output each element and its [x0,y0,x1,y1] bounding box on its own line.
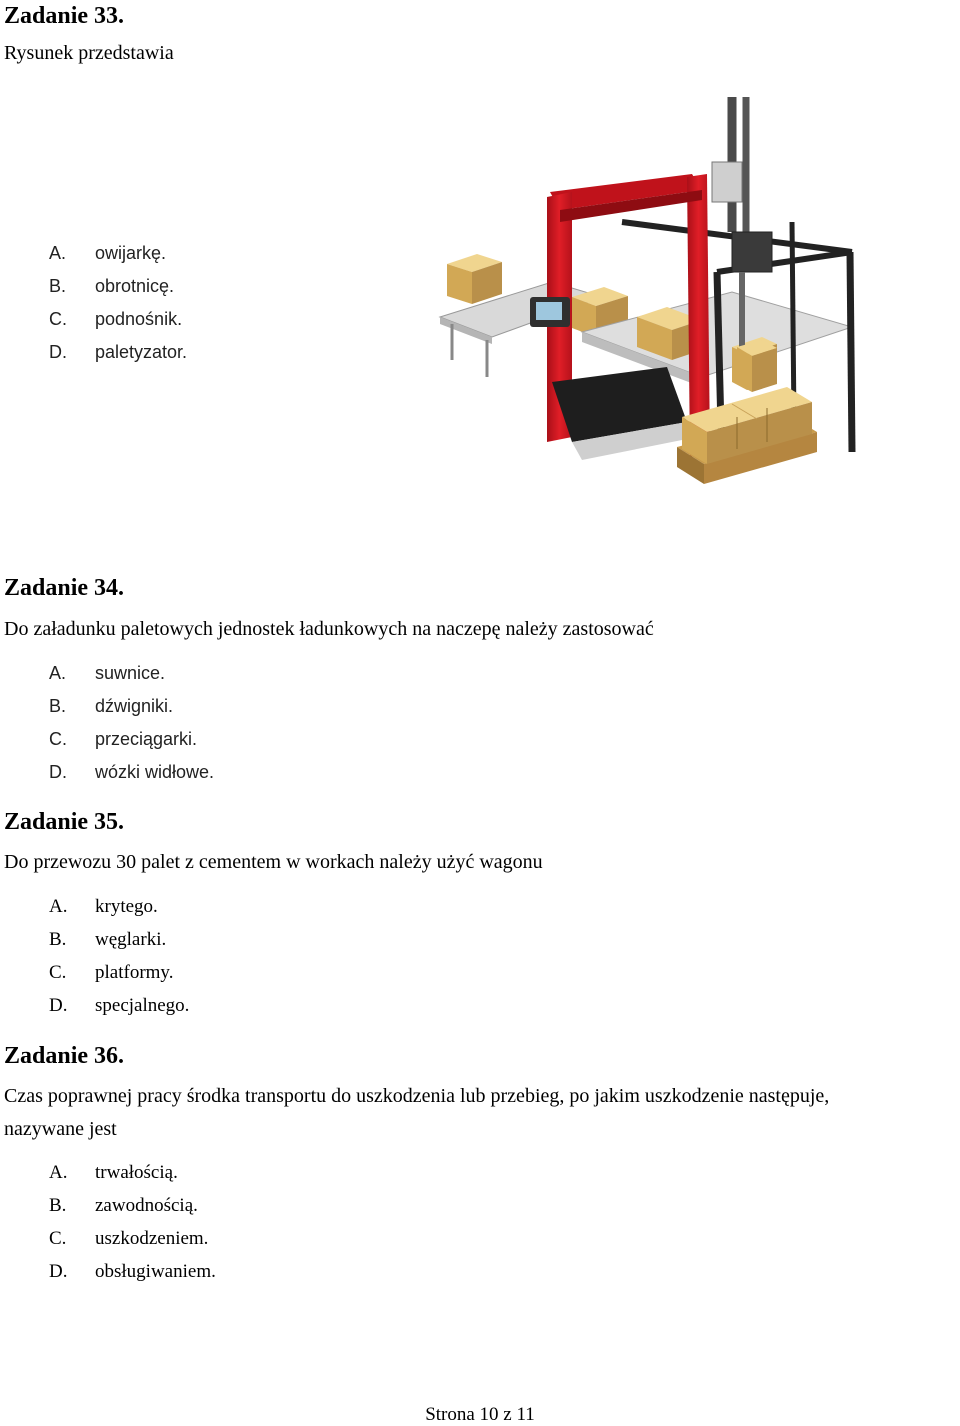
option-letter: B. [49,929,67,950]
option-letter: B. [49,1195,67,1216]
option-letter: D. [49,1261,68,1282]
q36-stem-line1: Czas poprawnej pracy środka transportu do uszkodzenia lub przebieg, po jakim uszkodzenie następuje, [4,1085,830,1107]
option-text: zawodnością. [95,1195,198,1216]
option-letter: D. [49,995,68,1016]
option-letter: C. [49,309,67,329]
option-text: paletyzator. [95,342,188,362]
option-text: obsługiwaniem. [95,1261,216,1282]
option-letter: D. [49,762,67,782]
q36-stem-line2: nazywane jest [4,1118,117,1140]
option-text: uszkodzeniem. [95,1228,209,1249]
option-text: dźwigniki. [95,696,174,716]
option-letter: A. [49,1162,68,1183]
option-text: obrotnicę. [95,276,175,296]
option-text: podnośnik. [95,309,183,329]
option-letter: C. [49,729,67,749]
q33-stem: Rysunek przedstawia [4,42,174,64]
option-letter: A. [49,896,68,917]
option-letter: B. [49,696,67,716]
option-letter: D. [49,342,67,362]
page-number: Strona 10 z 11 [425,1404,535,1425]
q36-title: Zadanie 36. [4,1043,125,1069]
option-text: suwnice. [95,663,166,683]
q35-title: Zadanie 35. [4,809,125,835]
option-text: specjalnego. [95,995,190,1016]
palletizer-illustration [432,92,898,522]
q34-title: Zadanie 34. [4,575,125,601]
option-letter: A. [49,243,67,263]
option-text: platformy. [95,962,174,983]
option-text: owijarkę. [95,243,167,263]
gripped-box [737,340,777,392]
option-letter: C. [49,962,67,983]
option-letter: A. [49,663,67,683]
option-letter: C. [49,1228,67,1249]
option-text: trwałością. [95,1162,178,1183]
option-text: węglarki. [95,929,167,950]
infeed-base [552,367,697,460]
q33-title: Zadanie 33. [4,3,125,29]
option-text: przeciągarki. [95,729,198,749]
q35-stem: Do przewozu 30 palet z cementem w workach należy użyć wagonu [4,851,543,873]
option-letter: B. [49,276,67,296]
option-text: wózki widłowe. [95,762,215,782]
option-text: krytego. [95,896,158,917]
q34-stem: Do załadunku paletowych jednostek ładunkowych na naczepę należy zastosować [4,618,654,640]
